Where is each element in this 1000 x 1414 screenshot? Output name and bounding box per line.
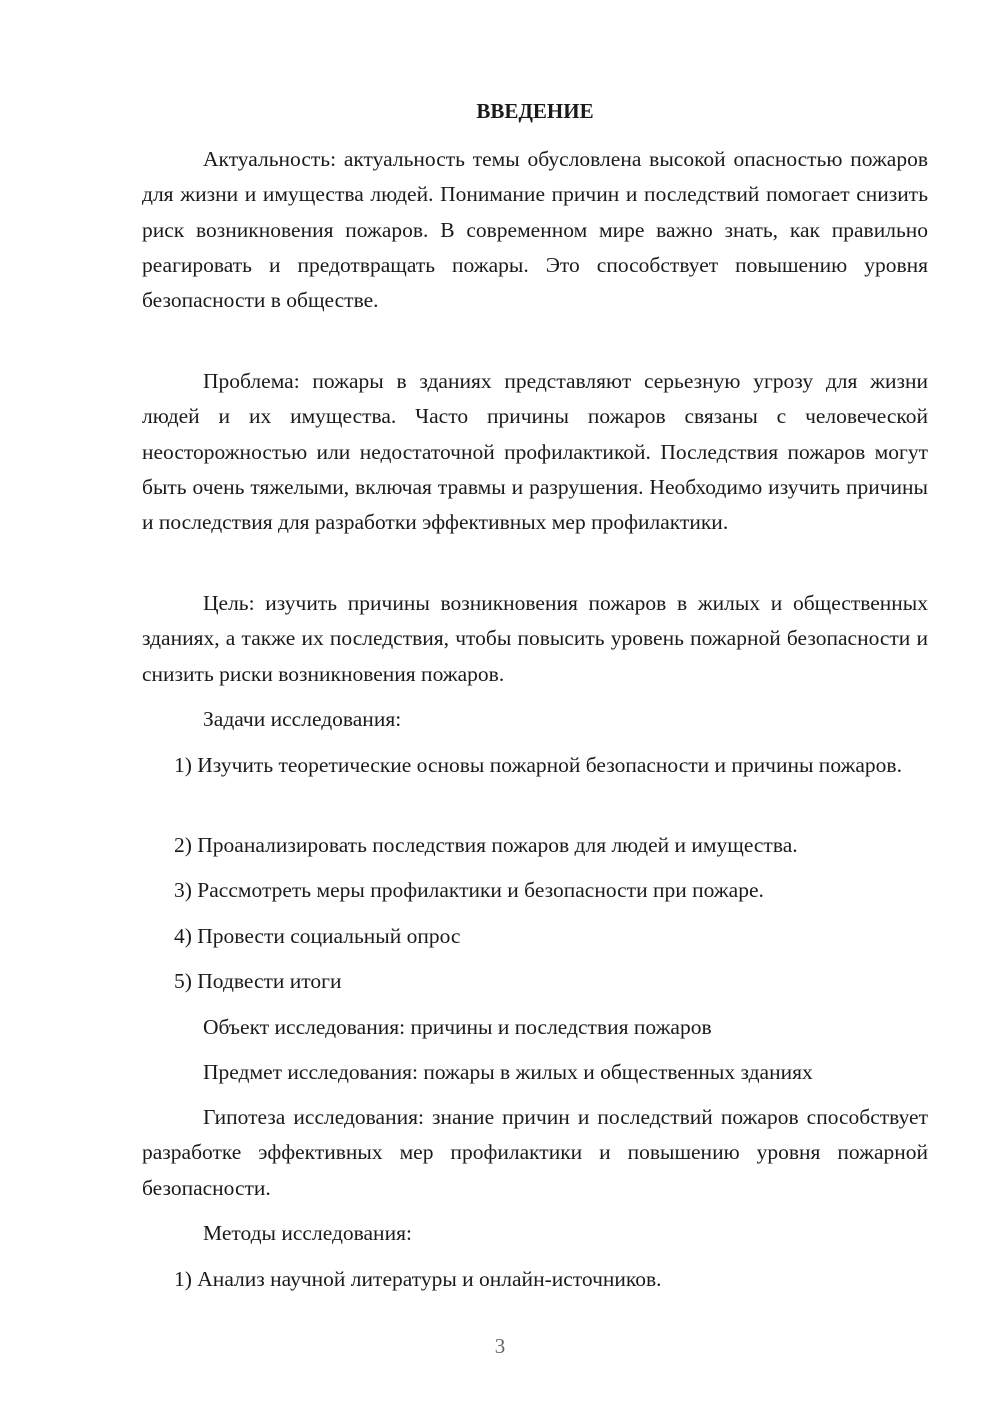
task-item-4: 4) Провести социальный опрос (174, 924, 461, 948)
task-item-1: 1) Изучить теоретические основы пожарной безопасности и причины пожаров. (174, 753, 902, 777)
methods-heading: Методы исследования: (203, 1221, 412, 1245)
paragraph-object: Объект исследования: причины и последствия пожаров (203, 1015, 712, 1039)
task-item-5: 5) Подвести итоги (174, 969, 342, 993)
task-item-2: 2) Проанализировать последствия пожаров для людей и имущества. (174, 833, 798, 857)
task-item-3: 3) Рассмотреть меры профилактики и безопасности при пожаре. (174, 878, 764, 902)
tasks-heading: Задачи исследования: (203, 707, 402, 731)
paragraph-hypothesis: Гипотеза исследования: знание причин и последствий пожаров способствует разработке эффективных мер профилактики и повышению уровня пожарной безопасности. (142, 1105, 928, 1200)
paragraph-problem: Проблема: пожары в зданиях представляют серьезную угрозу для жизни людей и их имущества. Часто причины пожаров связаны с человеческой неосторожностью или недостаточной профилактикой. Последствия пожаров могут быть очень тяжелыми, включая травмы и разрушения. Необходимо изучить причины и последствия для разработки эффективных мер профилактики. (142, 369, 928, 535)
page-number: 3 (494, 1334, 506, 1358)
paragraph-relevance: Актуальность: актуальность темы обусловлена высокой опасностью пожаров для жизни и имущества людей. Понимание причин и последствий помогает снизить риск возникновения пожаров. В современном мире важно знать, как правильно реагировать и предотвращать пожары. Это способствует повышению уровня безопасности в обществе. (142, 147, 928, 313)
paragraph-goal: Цель: изучить причины возникновения пожаров в жилых и общественных зданиях, а также их последствия, чтобы повысить уровень пожарной безопасности и снизить риски возникновения пожаров. (142, 591, 928, 686)
paragraph-subject: Предмет исследования: пожары в жилых и общественных зданиях (203, 1060, 813, 1084)
method-item-1: 1) Анализ научной литературы и онлайн-источников. (174, 1267, 662, 1291)
page-title: ВВЕДЕНИЕ (476, 99, 594, 123)
